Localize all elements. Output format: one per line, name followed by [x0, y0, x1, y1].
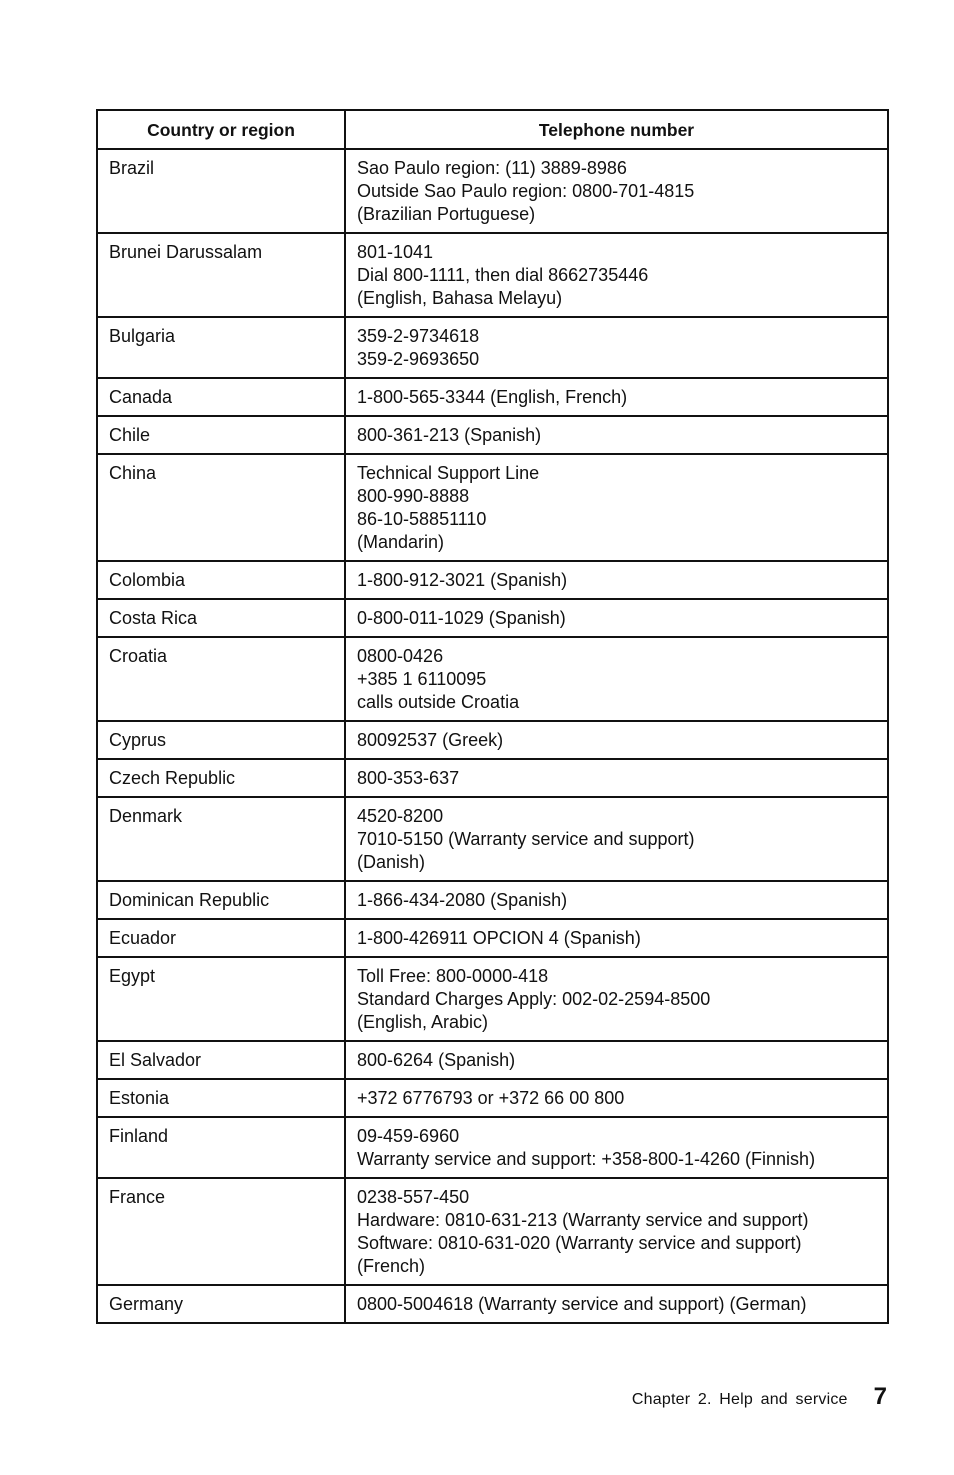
telephone-cell	[345, 919, 888, 957]
telephone-cell	[345, 561, 888, 599]
telephone-line: 800-6264 (Spanish)	[357, 1050, 516, 1070]
telephone-cell	[345, 317, 888, 378]
telephone-line: 4520-8200	[357, 806, 444, 826]
country-cell: Bulgaria	[97, 317, 345, 378]
telephone-line: (Brazilian Portuguese)	[357, 204, 536, 224]
telephone-cell	[345, 957, 888, 1041]
table-body	[97, 149, 888, 1323]
table-row	[97, 599, 888, 637]
country-cell: Dominican Republic	[97, 881, 345, 919]
phone-directory-table	[96, 109, 889, 1324]
telephone-line: 7010-5150 (Warranty service and support)	[357, 829, 695, 849]
country-cell: Canada	[97, 378, 345, 416]
telephone-cell	[345, 797, 888, 881]
table-row	[97, 919, 888, 957]
telephone-cell	[345, 881, 888, 919]
telephone-cell	[345, 1285, 888, 1323]
header-row	[97, 110, 888, 149]
table-row	[97, 1041, 888, 1079]
telephone-cell	[345, 149, 888, 233]
country-cell: Chile	[97, 416, 345, 454]
telephone-line: (English, Bahasa Melayu)	[357, 288, 563, 308]
country-cell: Ecuador	[97, 919, 345, 957]
telephone-cell	[345, 759, 888, 797]
telephone-cell	[345, 378, 888, 416]
table-row	[97, 881, 888, 919]
table-row	[97, 1079, 888, 1117]
country-cell: China	[97, 454, 345, 561]
table-row	[97, 1178, 888, 1285]
telephone-line: 800-990-8888	[357, 486, 470, 506]
telephone-cell	[345, 721, 888, 759]
telephone-line: Outside Sao Paulo region: 0800-701-4815	[357, 181, 695, 201]
table-row	[97, 637, 888, 721]
telephone-line: 86-10-58851110	[357, 509, 487, 529]
telephone-line: (English, Arabic)	[357, 1012, 489, 1032]
country-cell: Colombia	[97, 561, 345, 599]
table-row	[97, 149, 888, 233]
telephone-cell	[345, 1079, 888, 1117]
table-row	[97, 317, 888, 378]
telephone-line: 0800-0426	[357, 646, 444, 666]
telephone-line: 80092537 (Greek)	[357, 730, 504, 750]
telephone-line: 1-800-912-3021 (Spanish)	[357, 570, 568, 590]
table-row	[97, 233, 888, 317]
telephone-line: 359-2-9734618	[357, 326, 480, 346]
country-cell: Czech Republic	[97, 759, 345, 797]
telephone-cell	[345, 1117, 888, 1178]
telephone-cell	[345, 416, 888, 454]
telephone-cell	[345, 454, 888, 561]
telephone-line: (Mandarin)	[357, 532, 445, 552]
telephone-line: Hardware: 0810-631-213 (Warranty service and support)	[357, 1210, 809, 1230]
telephone-line: 1-866-434-2080 (Spanish)	[357, 890, 568, 910]
table-row	[97, 957, 888, 1041]
header-country: Country or region	[97, 110, 345, 149]
telephone-line: +385 1 6110095	[357, 669, 487, 689]
telephone-line: Technical Support Line	[357, 463, 540, 483]
table-row	[97, 1117, 888, 1178]
country-cell: Croatia	[97, 637, 345, 721]
country-cell: Costa Rica	[97, 599, 345, 637]
country-cell: Germany	[97, 1285, 345, 1323]
telephone-line: 0-800-011-1029 (Spanish)	[357, 608, 566, 628]
telephone-line: Toll Free: 800-0000-418	[357, 966, 549, 986]
telephone-line: Standard Charges Apply: 002-02-2594-8500	[357, 989, 711, 1009]
telephone-line: 1-800-565-3344 (English, French)	[357, 387, 628, 407]
table-row	[97, 721, 888, 759]
telephone-line: 800-361-213 (Spanish)	[357, 425, 542, 445]
telephone-line: 801-1041	[357, 242, 434, 262]
telephone-line: (Danish)	[357, 852, 426, 872]
table-header	[97, 110, 888, 149]
telephone-line: 800-353-637	[357, 768, 460, 788]
country-cell: Egypt	[97, 957, 345, 1041]
table-row	[97, 759, 888, 797]
country-cell: Cyprus	[97, 721, 345, 759]
table-row	[97, 378, 888, 416]
country-cell: Brunei Darussalam	[97, 233, 345, 317]
telephone-cell	[345, 637, 888, 721]
country-cell: France	[97, 1178, 345, 1285]
telephone-line: +372 6776793 or +372 66 00 800	[357, 1088, 625, 1108]
page-footer	[632, 1383, 887, 1413]
header-telephone: Telephone number	[345, 110, 888, 149]
table-row	[97, 797, 888, 881]
table-row	[97, 416, 888, 454]
telephone-line: 1-800-426911 OPCION 4 (Spanish)	[357, 928, 641, 948]
chapter-title: Chapter 2. Help and service	[631, 1391, 848, 1408]
telephone-line: Sao Paulo region: (11) 3889-8986	[357, 158, 627, 178]
telephone-line: calls outside Croatia	[357, 692, 520, 712]
telephone-line: Warranty service and support: +358-800-1-4260 (Finnish)	[357, 1149, 816, 1169]
country-cell: Brazil	[97, 149, 345, 233]
country-cell: El Salvador	[97, 1041, 345, 1079]
country-cell: Denmark	[97, 797, 345, 881]
telephone-line: 359-2-9693650	[357, 349, 480, 369]
telephone-line: Software: 0810-631-020 (Warranty service and support)	[357, 1233, 802, 1253]
telephone-cell	[345, 599, 888, 637]
telephone-cell	[345, 233, 888, 317]
telephone-line: 0800-5004618 (Warranty service and support) (German)	[357, 1294, 807, 1314]
telephone-line: 0238-557-450	[357, 1187, 470, 1207]
page-number: 7	[873, 1383, 887, 1410]
telephone-cell	[345, 1178, 888, 1285]
country-cell: Finland	[97, 1117, 345, 1178]
table-row	[97, 1285, 888, 1323]
telephone-cell	[345, 1041, 888, 1079]
country-cell: Estonia	[97, 1079, 345, 1117]
telephone-line: Dial 800-1111, then dial 8662735446	[357, 265, 649, 285]
table-row	[97, 561, 888, 599]
table-row	[97, 454, 888, 561]
telephone-line: 09-459-6960	[357, 1126, 460, 1146]
telephone-line: (French)	[357, 1256, 426, 1276]
